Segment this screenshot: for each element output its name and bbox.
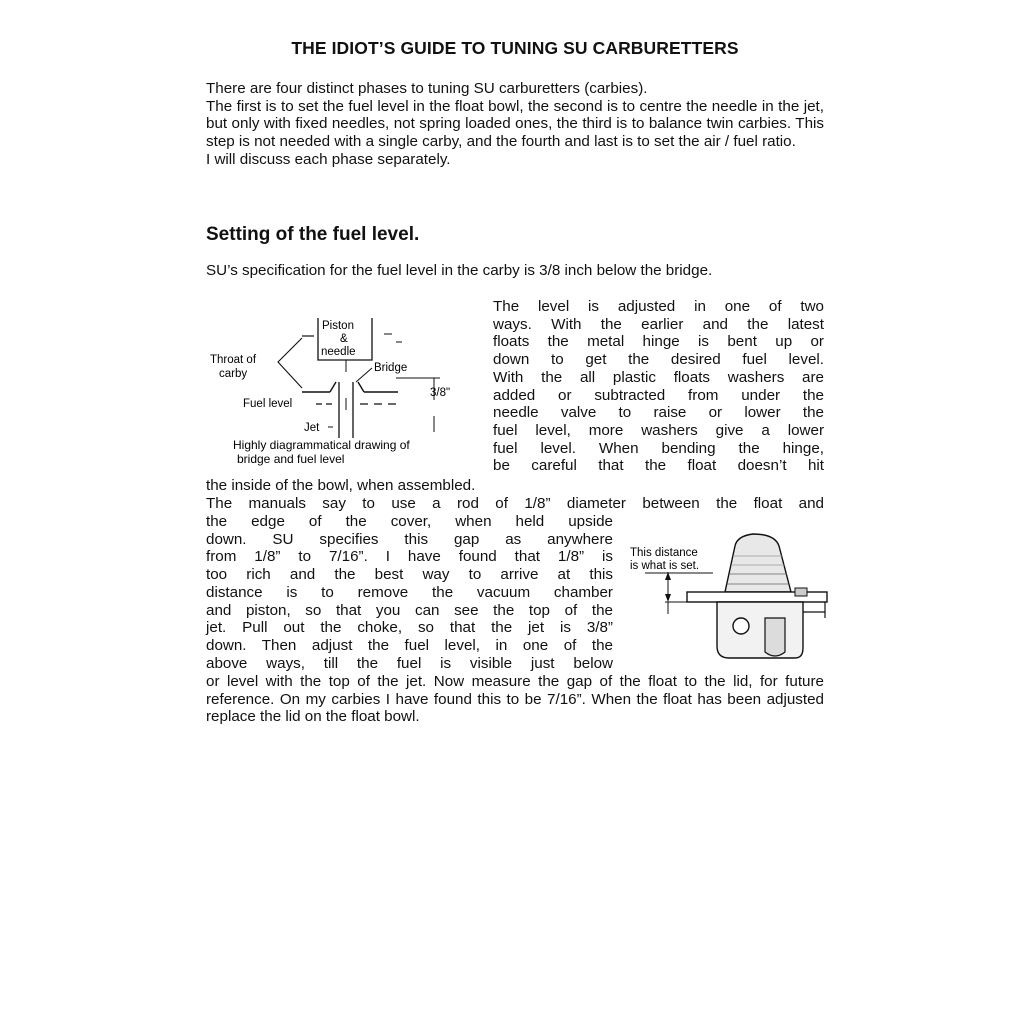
- text-line: distance is to remove the vacuum chamber: [206, 583, 613, 601]
- diagram-caption-1: Highly diagrammatical drawing of: [233, 438, 410, 452]
- document-title: THE IDIOT’S GUIDE TO TUNING SU CARBURETTERS: [291, 38, 739, 58]
- intro-section: [206, 80, 824, 169]
- float-chamber-body: [717, 602, 803, 658]
- text-line: fuel level, more washers give a lower: [493, 421, 824, 439]
- throat-pointer: [278, 338, 302, 388]
- intro-paragraph: The first is to set the fuel level in the float bowl, the second is to centre the needle in the jet, but only with fixed needles, not spring loaded ones, the third is to balance twin carbies. This step is not needed with a single carby, and the fourth and last is to set the air / fuel ratio.: [206, 97, 824, 151]
- text-line: from 1/8” to 7/16”. I have found that 1/8” is: [206, 548, 613, 566]
- right-column-text: [493, 298, 824, 475]
- text-line: and piston, so that you can see the top of the: [206, 601, 613, 619]
- diagram-label-carby: carby: [219, 368, 248, 380]
- text-line: The manuals say to use a rod of 1/8” diameter between the float and: [206, 494, 824, 512]
- text-line: fuel level. When bending the hinge,: [493, 439, 824, 457]
- text-line: floats the metal hinge is bent up or: [493, 333, 824, 351]
- diagram-label-needle: needle: [321, 346, 356, 358]
- diagram-label-bridge: Bridge: [374, 362, 408, 374]
- spec-paragraph-container: [206, 262, 824, 280]
- diagram-label-measure: 3/8": [430, 387, 451, 399]
- float-body: [725, 534, 791, 592]
- fuel-level-diagram: [206, 312, 486, 472]
- diagram-label-throat: Throat of: [210, 354, 257, 366]
- text-line: down. Then adjust the fuel level, in one of the: [206, 636, 613, 654]
- text-line: ways. With the earlier and the latest: [493, 315, 824, 333]
- float-label-2: is what is set.: [630, 560, 700, 572]
- text-after-figure: [206, 477, 824, 512]
- text-line: the edge of the cover, when held upside: [206, 513, 613, 530]
- text-line: jet. Pull out the choke, so that the jet is 3/8”: [206, 619, 613, 637]
- float-bowl-illustration: [625, 528, 835, 668]
- diagram-label-piston: Piston: [322, 320, 354, 332]
- section-heading: Setting of the fuel level.: [206, 224, 420, 245]
- float-label-1: This distance: [630, 547, 698, 559]
- left-column-text: [206, 513, 613, 672]
- text-line: above ways, till the fuel is visible just below: [206, 654, 613, 672]
- text-line: be careful that the float doesn’t hit: [493, 457, 824, 475]
- spec-paragraph: SU’s specification for the fuel level in the carby is 3/8 inch below the bridge.: [206, 262, 713, 279]
- text-line: With the all plastic floats washers are: [493, 368, 824, 386]
- diagram-label-jet: Jet: [304, 422, 320, 434]
- text-line: The level is adjusted in one of two: [493, 298, 824, 315]
- text-line: the inside of the bowl, when assembled.: [206, 477, 476, 494]
- text-line: too rich and the best way to arrive at this: [206, 566, 613, 584]
- diagram-caption-2: bridge and fuel level: [237, 452, 345, 466]
- text-line: added or subtracted from under the: [493, 386, 824, 404]
- closing-paragraph: or level with the top of the jet. Now measure the gap of the float to the lid, for future reference. On my carbies I have found this to be 7/16”. When the float has been adjusted replace the lid on the float bowl.: [206, 673, 824, 726]
- intro-line: There are four distinct phases to tuning SU carburetters (carbies).: [206, 80, 648, 97]
- text-line: down to get the desired fuel level.: [493, 351, 824, 369]
- diagram-label-amp: &: [340, 333, 348, 345]
- text-line: needle valve to raise or lower the: [493, 404, 824, 422]
- closing-section: [206, 673, 824, 726]
- text-line: down. SU specifies this gap as anywhere: [206, 530, 613, 548]
- intro-closing: I will discuss each phase separately.: [206, 150, 451, 168]
- diagram-label-fuel: Fuel level: [243, 398, 293, 410]
